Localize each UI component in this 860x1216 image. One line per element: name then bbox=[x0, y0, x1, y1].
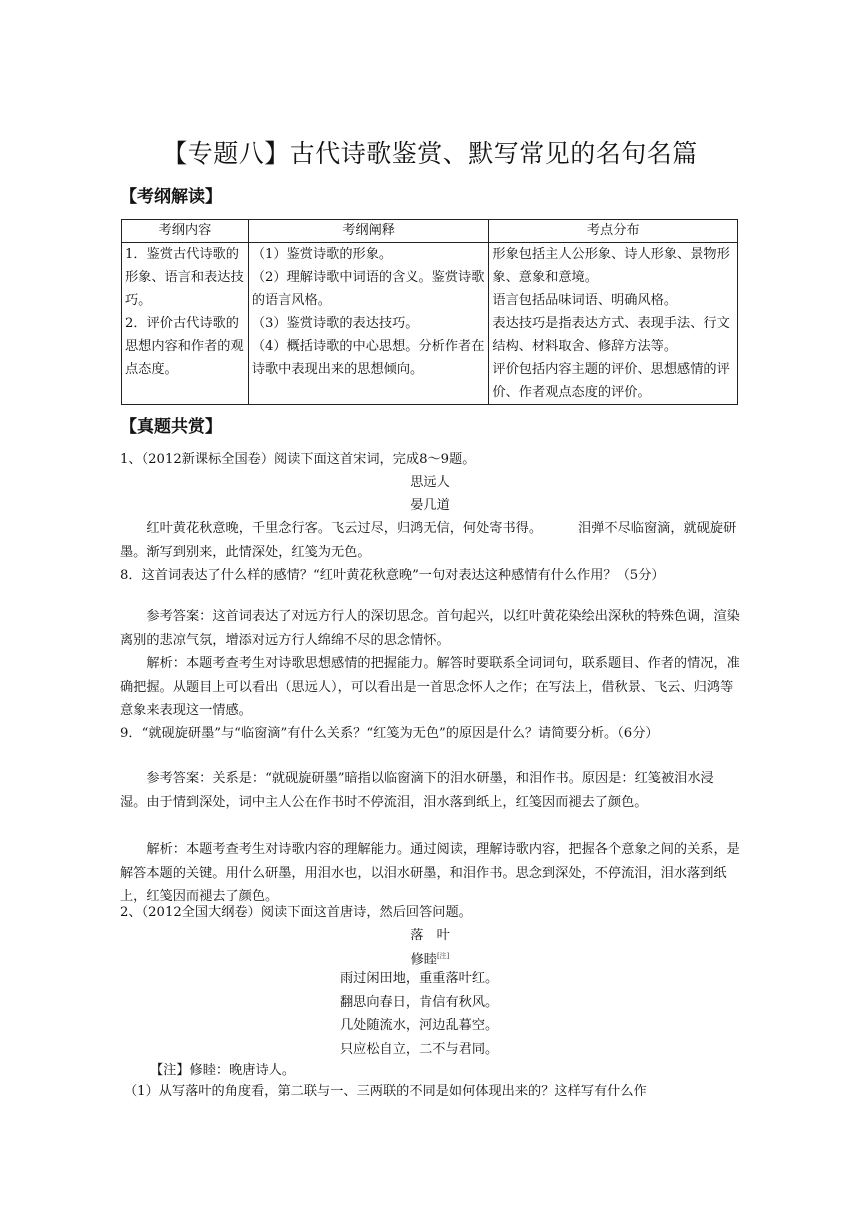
poem-footnote: 【注】修睦：晚唐诗人。 bbox=[150, 1063, 296, 1078]
question-2-intro: 2、（2012全国大纲卷）阅读下面这首唐诗，然后回答问题。 bbox=[120, 905, 472, 920]
page-title: 【专题八】古代诗歌鉴赏、默写常见的名句名篇 bbox=[162, 139, 698, 168]
poem-author: 晏几道 bbox=[410, 498, 450, 513]
poem-line: 雨过闲田地，重重落叶红。 bbox=[340, 971, 499, 986]
cell-line: 形象包括主人公形象、诗人形象、景物形象、意象和意境。 bbox=[492, 247, 730, 285]
poem-line: 几处随流水，河边乱暮空。 bbox=[340, 1018, 499, 1033]
table-cell-explanation bbox=[248, 243, 489, 405]
table-header-cell: 考纲阐释 bbox=[248, 220, 489, 243]
cell-line: （4）概括诗歌的中心思想。分析作者在诗歌中表现出来的思想倾向。 bbox=[251, 339, 485, 377]
poem-title: 落 叶 bbox=[410, 928, 450, 943]
table-cell-distribution bbox=[489, 243, 738, 405]
footnote-marker: [注] bbox=[436, 952, 450, 960]
cell-line: （1）鉴赏诗歌的形象。 bbox=[251, 247, 393, 262]
poem-title: 思远人 bbox=[410, 475, 450, 490]
table-cell-content bbox=[122, 243, 249, 405]
cell-line: 评价包括内容主题的评价、思想感情的评价、作者观点态度的评价。 bbox=[492, 362, 730, 400]
question-9: 9．“就砚旋研墨”与“临窗滴”有什么关系？“红笺为无色”的原因是什么？请简要分析。（6分） bbox=[120, 726, 659, 741]
poem-line: 翻思向春日，肯信有秋风。 bbox=[340, 994, 499, 1010]
table-header-row bbox=[122, 220, 738, 243]
poem-lines bbox=[340, 967, 498, 1061]
syllabus-table bbox=[121, 219, 738, 405]
question-2-sub-1: （1）从写落叶的角度看，第二联与一、三两联的不同是如何体现出来的？这样写有什么作 bbox=[124, 1084, 647, 1099]
question-8: 8．这首词表达了什么样的感情？“红叶黄花秋意晚”一句对表达这种感情有什么作用？（5分） bbox=[120, 568, 665, 583]
poem-text-part: 泪弹不尽临窗滴，就砚旋研墨。渐写到别来，此情深处，红笺为无色。 bbox=[120, 521, 737, 560]
poem-line: 只应松自立，二不与君同。 bbox=[340, 1041, 499, 1057]
section-heading-syllabus: 【考纲解读】 bbox=[120, 187, 222, 207]
section-heading-real-questions: 【真题共赏】 bbox=[120, 417, 222, 437]
question-8-analysis: 解析：本题考查考生对诗歌思想感情的把握能力。解答时要联系全词词句，联系题目、作者的情况，准确把握。从题目上可以看出（思远人），可以看出是一首思念怀人之作；在写法上，借秋景、飞云、归鸿等意象来表现这一情感。 bbox=[120, 656, 740, 718]
poem-text bbox=[120, 517, 740, 564]
cell-line: 2．评价古代诗歌的思想内容和作者的观点态度。 bbox=[125, 316, 244, 377]
poem-text-part: 红叶黄花秋意晚，千里念行客。飞云过尽，归鸿无信，何处寄书得。 bbox=[146, 521, 543, 536]
question-9-answer: 参考答案：关系是：“就砚旋研墨”暗指以临窗滴下的泪水研墨，和泪作书。原因是：红笺被泪水浸湿。由于情到深处，词中主人公在作书时不停流泪，泪水落到纸上，红笺因而褪去了颜色。 bbox=[120, 771, 714, 810]
cell-line: 表达技巧是指表达方式、表现手法、行文结构、材料取舍、修辞方法等。 bbox=[492, 316, 730, 354]
question-1-intro: 1、（2012新课标全国卷）阅读下面这首宋词，完成8～9题。 bbox=[120, 452, 476, 467]
table-row bbox=[122, 243, 738, 405]
poem-author: 修睦 bbox=[410, 952, 437, 968]
cell-line: 语言包括品味词语、明确风格。 bbox=[492, 293, 678, 308]
cell-line: （3）鉴赏诗歌的表达技巧。 bbox=[251, 316, 419, 331]
cell-line: （2）理解诗歌中词语的含义。鉴赏诗歌的语言风格。 bbox=[251, 270, 485, 308]
question-8-answer: 参考答案：这首词表达了对远方行人的深切思念。首句起兴，以红叶黄花染绘出深秋的特殊色调，渲染离别的悲凉气氛，增添对远方行人绵绵不尽的思念情怀。 bbox=[120, 609, 740, 648]
question-9-analysis: 解析：本题考查考生对诗歌内容的理解能力。通过阅读，理解诗歌内容，把握各个意象之间的关系，是解答本题的关键。用什么研墨，用泪水也，以泪水研墨，和泪作书。思念到深处，不停流泪，泪水落到纸上，红笺因而褪去了颜色。 bbox=[120, 842, 740, 904]
cell-line: 1．鉴赏古代诗歌的形象、语言和表达技巧。 bbox=[125, 247, 244, 308]
table-header-cell: 考点分布 bbox=[489, 220, 738, 243]
table-header-cell: 考纲内容 bbox=[122, 220, 249, 243]
